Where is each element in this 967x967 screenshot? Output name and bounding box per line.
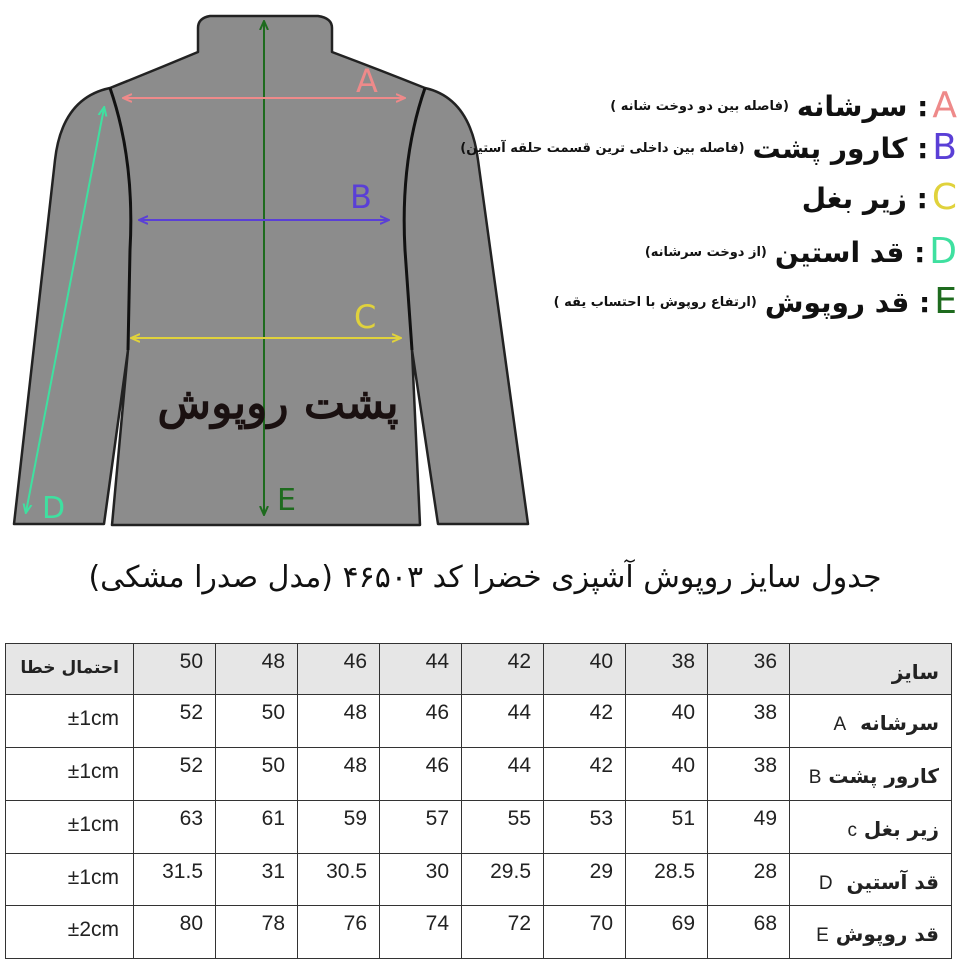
header-size: 48 bbox=[216, 644, 298, 695]
cell-value: 40 bbox=[626, 695, 708, 748]
cell-tolerance: ±1cm bbox=[6, 853, 134, 906]
cell-value: 44 bbox=[462, 695, 544, 748]
header-label: سایز bbox=[790, 644, 952, 695]
row-label bbox=[790, 748, 952, 801]
legend-name-b: : کارور پشت bbox=[752, 131, 929, 165]
cell-value: 28 bbox=[708, 853, 790, 906]
header-size: 46 bbox=[298, 644, 380, 695]
legend-name-d: : قد استین bbox=[774, 235, 926, 269]
legend-note-d: (از دوخت سرشانه) bbox=[644, 244, 767, 260]
marker-e: E bbox=[277, 483, 296, 518]
cell-value: 78 bbox=[216, 906, 298, 959]
cell-value: 29 bbox=[544, 853, 626, 906]
cell-value: 57 bbox=[380, 800, 462, 853]
cell-value: 28.5 bbox=[626, 853, 708, 906]
size-table bbox=[5, 643, 952, 959]
cell-value: 44 bbox=[462, 748, 544, 801]
row-label-text: زیر بغل bbox=[863, 816, 939, 841]
row-label-letter: c bbox=[847, 819, 857, 841]
table-header-row bbox=[6, 644, 952, 695]
header-size: 40 bbox=[544, 644, 626, 695]
cell-value: 31.5 bbox=[134, 853, 216, 906]
cell-value: 52 bbox=[134, 748, 216, 801]
legend-row-d bbox=[644, 231, 957, 272]
cell-value: 49 bbox=[708, 800, 790, 853]
table-title: جدول سایز روپوش آشپزی خضرا کد ۴۶۵۰۳ (مدل صدرا مشکی) bbox=[88, 560, 882, 595]
row-label-text: قد آستین bbox=[846, 869, 939, 894]
row-label-letter: A bbox=[833, 714, 847, 736]
cell-value: 52 bbox=[134, 695, 216, 748]
table-row bbox=[6, 906, 952, 959]
cell-value: 55 bbox=[462, 800, 544, 853]
legend-row-e bbox=[553, 281, 957, 322]
cell-value: 74 bbox=[380, 906, 462, 959]
legend-name-c: : زیر بغل bbox=[801, 181, 928, 215]
cell-tolerance: ±1cm bbox=[6, 800, 134, 853]
cell-value: 80 bbox=[134, 906, 216, 959]
legend-letter-d: D bbox=[929, 231, 957, 272]
header-size: 36 bbox=[708, 644, 790, 695]
marker-a: A bbox=[356, 62, 378, 100]
legend-note-a: (فاصله بین دو دوخت شانه ) bbox=[610, 98, 789, 114]
header-size: 44 bbox=[380, 644, 462, 695]
back-label: پشت روپوش bbox=[157, 378, 399, 429]
table-row bbox=[6, 748, 952, 801]
row-label-letter: D bbox=[818, 872, 833, 894]
legend-row-c bbox=[794, 177, 957, 218]
marker-b: B bbox=[350, 178, 372, 216]
cell-value: 51 bbox=[626, 800, 708, 853]
cell-value: 30 bbox=[380, 853, 462, 906]
cell-tolerance: ±1cm bbox=[6, 695, 134, 748]
header-size: 38 bbox=[626, 644, 708, 695]
cell-value: 59 bbox=[298, 800, 380, 853]
cell-value: 46 bbox=[380, 695, 462, 748]
table-row bbox=[6, 853, 952, 906]
row-label-text: قد روپوش bbox=[835, 922, 939, 947]
cell-value: 72 bbox=[462, 906, 544, 959]
cell-value: 53 bbox=[544, 800, 626, 853]
cell-value: 70 bbox=[544, 906, 626, 959]
row-label-text: سرشانه bbox=[860, 711, 939, 736]
cell-value: 50 bbox=[216, 748, 298, 801]
cell-value: 69 bbox=[626, 906, 708, 959]
cell-tolerance: ±1cm bbox=[6, 748, 134, 801]
cell-value: 40 bbox=[626, 748, 708, 801]
cell-value: 50 bbox=[216, 695, 298, 748]
row-label-text: کارور پشت bbox=[828, 764, 939, 789]
cell-value: 46 bbox=[380, 748, 462, 801]
row-label bbox=[790, 800, 952, 853]
cell-value: 30.5 bbox=[298, 853, 380, 906]
legend-note-e: (ارتفاع روپوش با احتساب یقه ) bbox=[553, 294, 757, 310]
cell-value: 42 bbox=[544, 748, 626, 801]
legend-name-e: : قد روپوش bbox=[764, 285, 931, 319]
cell-value: 42 bbox=[544, 695, 626, 748]
legend-name-a: : سرشانه bbox=[796, 89, 929, 123]
cell-tolerance: ±2cm bbox=[6, 906, 134, 959]
legend-row-b bbox=[460, 127, 957, 168]
cell-value: 48 bbox=[298, 748, 380, 801]
row-label-letter: E bbox=[816, 925, 829, 947]
table-row bbox=[6, 695, 952, 748]
row-label bbox=[790, 695, 952, 748]
header-size: 42 bbox=[462, 644, 544, 695]
row-label bbox=[790, 906, 952, 959]
cell-value: 31 bbox=[216, 853, 298, 906]
header-tolerance: احتمال خطا bbox=[6, 644, 134, 695]
garment-diagram bbox=[0, 0, 540, 540]
cell-value: 29.5 bbox=[462, 853, 544, 906]
legend-letter-c: C bbox=[931, 177, 957, 218]
garment-silhouette bbox=[14, 16, 528, 525]
legend-letter-a: A bbox=[932, 85, 957, 126]
cell-value: 38 bbox=[708, 748, 790, 801]
cell-value: 76 bbox=[298, 906, 380, 959]
cell-value: 38 bbox=[708, 695, 790, 748]
table-row bbox=[6, 800, 952, 853]
row-label-letter: B bbox=[808, 767, 822, 789]
legend-row-a bbox=[610, 85, 957, 126]
row-label bbox=[790, 853, 952, 906]
cell-value: 63 bbox=[134, 800, 216, 853]
marker-c: C bbox=[354, 298, 377, 336]
legend-letter-b: B bbox=[932, 127, 957, 168]
cell-value: 48 bbox=[298, 695, 380, 748]
marker-d: D bbox=[42, 491, 66, 526]
header-size: 50 bbox=[134, 644, 216, 695]
legend-note-b: (فاصله بین داخلی ترین قسمت حلقه آستین) bbox=[460, 140, 745, 156]
legend-letter-e: E bbox=[934, 281, 957, 322]
cell-value: 68 bbox=[708, 906, 790, 959]
cell-value: 61 bbox=[216, 800, 298, 853]
